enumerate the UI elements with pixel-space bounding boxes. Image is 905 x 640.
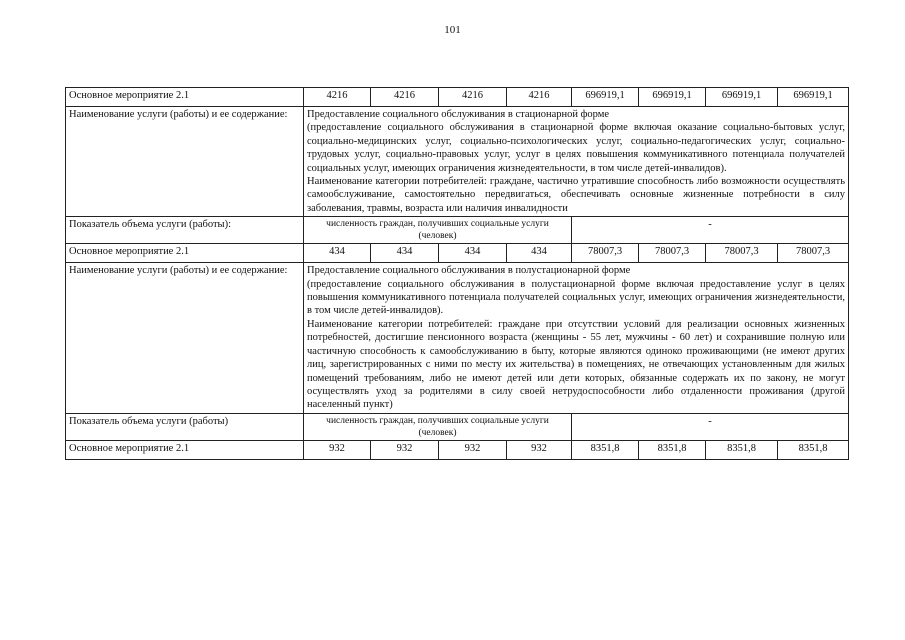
table-cell: 696919,1	[572, 88, 639, 107]
table-cell: 8351,8	[778, 440, 849, 459]
table-cell: 932	[507, 440, 572, 459]
indicator-description: численность граждан, получивших социальные услуги (человек)	[304, 217, 572, 244]
indicator-row	[66, 413, 849, 440]
service-description	[304, 107, 849, 217]
table-cell: 4216	[304, 88, 371, 107]
service-row	[66, 263, 849, 413]
table-cell: 932	[304, 440, 371, 459]
table-cell: 8351,8	[572, 440, 639, 459]
service-content: (предоставление социального обслуживания в стационарной форме включая оказание социально-бытовых услуг, социально-медицинских услуг, социально-психологических услуг, социально-педагогических услуг, социально-трудовых услуг, социально-правовых услуг, услуг в целях повышения коммуникативного потенциала получателей социальных услуг, имеющих ограничения жизнедеятельности, в том числе детей-инвалидов).	[307, 122, 845, 174]
program-table	[65, 87, 849, 460]
indicator-row	[66, 217, 849, 244]
page-number: 101	[444, 24, 461, 36]
table-row	[66, 440, 849, 459]
table-cell: 434	[371, 244, 439, 263]
table-cell: 8351,8	[639, 440, 706, 459]
consumer-category: Наименование категории потребителей: граждане, частично утратившие способность либо возможности осуществлять самообслуживание, самостоятельно передвигаться, обеспечивать основные жизненные потребности в силу заболевания, травмы, возраста или наличия инвалидности	[307, 176, 845, 214]
table-cell: 434	[304, 244, 371, 263]
table-cell: 78007,3	[639, 244, 706, 263]
service-label: Наименование услуги (работы) и ее содержание:	[66, 107, 304, 217]
indicator-dash: -	[572, 413, 849, 440]
table-cell: 434	[507, 244, 572, 263]
service-title: Предоставление социального обслуживания в полустационарной форме	[307, 265, 631, 277]
indicator-description: численность граждан, получивших социальные услуги (человек)	[304, 413, 572, 440]
table-row	[66, 244, 849, 263]
row-label: Основное мероприятие 2.1	[66, 244, 304, 263]
table-cell: 4216	[507, 88, 572, 107]
table-cell: 4216	[371, 88, 439, 107]
table-cell: 696919,1	[778, 88, 849, 107]
service-row	[66, 107, 849, 217]
service-content: (предоставление социального обслуживания в полустационарной форме включая предоставление услуг в целях повышения коммуникативного потенциала получателей социальных услуг, имеющих ограничения жизнедеятельности, в том числе детей-инвалидов).	[307, 278, 845, 317]
indicator-label: Показатель объема услуги (работы):	[66, 217, 304, 244]
table-cell: 8351,8	[706, 440, 778, 459]
table-cell: 696919,1	[706, 88, 778, 107]
consumer-category: Наименование категории потребителей: граждане при отсутствии условий для реализации основных жизненных потребностей, достигшие пенсионного возраста (женщины - 55 лет, мужчины - 60 лет) и сохранившие полную или частичную способность к самообслуживанию в быту, которые являются одиноко проживающими (не имеют других лиц, зарегистрированных с ними по месту их жительства) в помещениях, не отвечающих установленным для жилых помещений требованиям, либо не имеют детей или дети которых, обязанные содержать их по закону, не могут осуществлять уход за родителями в силу своей нетрудоспособности либо отдаленности проживания (другой населенный пункт)	[307, 318, 845, 411]
indicator-label: Показатель объема услуги (работы)	[66, 413, 304, 440]
row-label: Основное мероприятие 2.1	[66, 88, 304, 107]
service-description	[304, 263, 849, 413]
table-cell: 932	[371, 440, 439, 459]
table-cell: 78007,3	[778, 244, 849, 263]
table-cell: 696919,1	[639, 88, 706, 107]
table-cell: 78007,3	[572, 244, 639, 263]
table-cell: 78007,3	[706, 244, 778, 263]
table-cell: 434	[439, 244, 507, 263]
service-title: Предоставление социального обслуживания в стационарной форме	[307, 109, 610, 120]
service-label: Наименование услуги (работы) и ее содержание:	[66, 263, 304, 413]
table-cell: 4216	[439, 88, 507, 107]
indicator-dash: -	[572, 217, 849, 244]
row-label: Основное мероприятие 2.1	[66, 440, 304, 459]
table-row	[66, 88, 849, 107]
table-cell: 932	[439, 440, 507, 459]
